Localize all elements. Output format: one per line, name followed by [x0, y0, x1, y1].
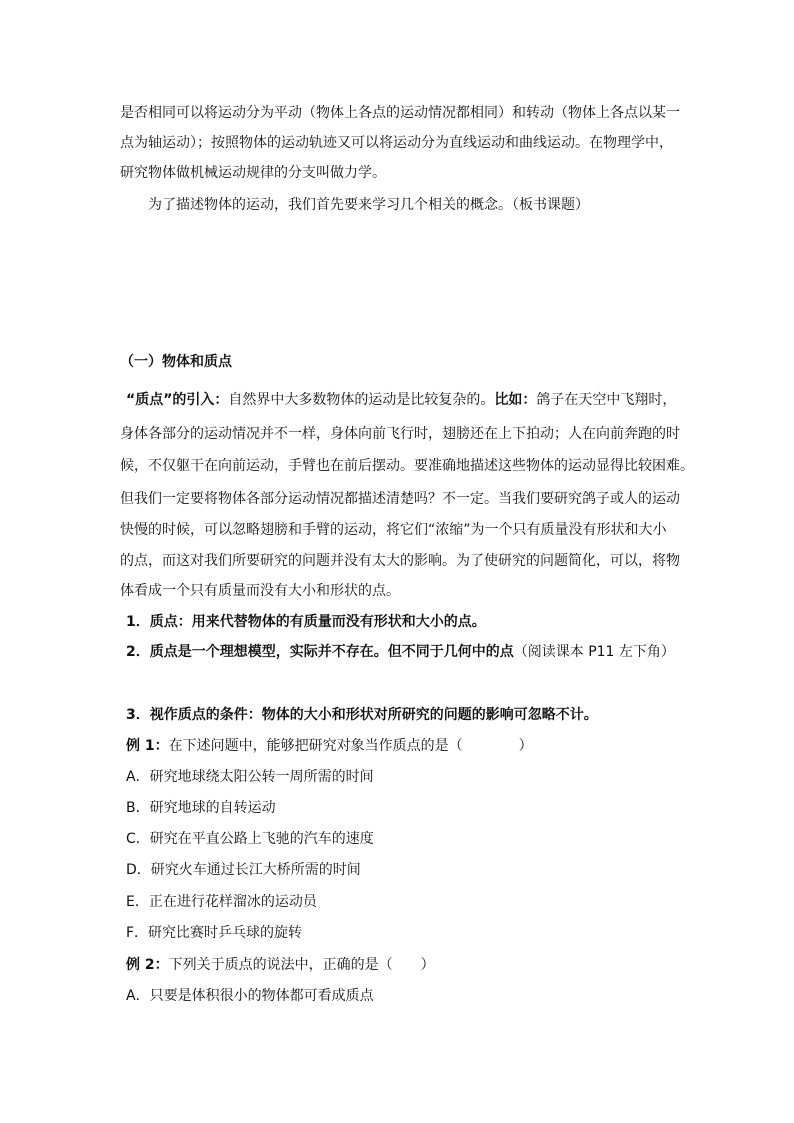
- example-1-text: 在下述问题中，能够把研究对象当作质点的是（ ）: [168, 738, 533, 754]
- section-lead: [126, 390, 676, 410]
- para-line: 体看成一个只有质量而没有大小和形状的点。: [120, 583, 400, 599]
- intro-line: 是否相同可以将运动分为平动（物体上各点的运动情况都相同）和转动（物体上各点以某一: [120, 105, 680, 121]
- para-line: 候，不仅躯干在向前运动，手臂也在前后摆动。要准确地描述这些物体的运动显得比较困难。: [120, 458, 694, 474]
- example-2-label: 例 2：: [126, 957, 169, 973]
- point-1: 1．质点：用来代替物体的有质量而没有形状和大小的点。: [126, 614, 486, 630]
- intro-line: 为了描述物体的运动，我们首先要来学习几个相关的概念。（板书课题）: [148, 197, 589, 213]
- option: E．正在进行花样溜冰的运动员: [126, 894, 317, 910]
- intro-line: 点为轴运动）；按照物体的运动轨迹又可以将运动分为直线运动和曲线运动。在物理学中，: [120, 135, 673, 151]
- option: D．研究火车通过长江大桥所需的时间: [126, 862, 361, 878]
- example-1-label: 例 1：: [126, 738, 169, 754]
- option: A．只要是体积很小的物体都可看成质点: [126, 988, 374, 1004]
- example-1-question: [126, 736, 533, 756]
- example-label: 比如：: [494, 392, 537, 408]
- point-2-note: （阅读课本 P11 左下角）: [513, 644, 675, 660]
- example-text: 鸽子在天空中飞翔时，: [536, 392, 677, 408]
- lead-label: “质点”的引入：: [126, 392, 229, 408]
- lead-text: 自然界中大多数物体的运动是比较复杂的。: [228, 392, 495, 408]
- section-title: （一）物体和质点: [120, 354, 232, 370]
- option: B．研究地球的自转运动: [126, 800, 276, 816]
- para-line: 身体各部分的运动情况并不一样，身体向前飞行时，翅膀还在上下拍动；人在向前奔跑的时: [120, 426, 680, 442]
- intro-line: 研究物体做机械运动规律的分支叫做力学。: [120, 165, 386, 181]
- para-line: 快慢的时候，可以忽略翅膀和手臂的运动，将它们“浓缩”为一个只有质量没有形状和大小: [120, 522, 667, 538]
- example-2-question: [126, 955, 435, 975]
- example-2-text: 下列关于质点的说法中，正确的是（ ）: [168, 957, 435, 973]
- option: F．研究比赛时乒乓球的旋转: [126, 925, 303, 941]
- point-2: [126, 642, 675, 662]
- para-line: 但我们一定要将物体各部分运动情况都描述清楚吗？不一定。当我们要研究鸽子或人的运动: [120, 491, 680, 507]
- point-2-bold: 2．质点是一个理想模型，实际并不存在。但不同于几何中的点: [126, 644, 514, 660]
- para-line: 的点，而这对我们所要研究的问题并没有太大的影响。为了使研究的问题简化，可以，将物: [120, 553, 680, 569]
- option: A．研究地球绕太阳公转一周所需的时间: [126, 769, 374, 785]
- option: C．研究在平直公路上飞驰的汽车的速度: [126, 831, 374, 847]
- point-3: 3．视作质点的条件：物体的大小和形状对所研究的问题的影响可忽略不计。: [126, 707, 598, 723]
